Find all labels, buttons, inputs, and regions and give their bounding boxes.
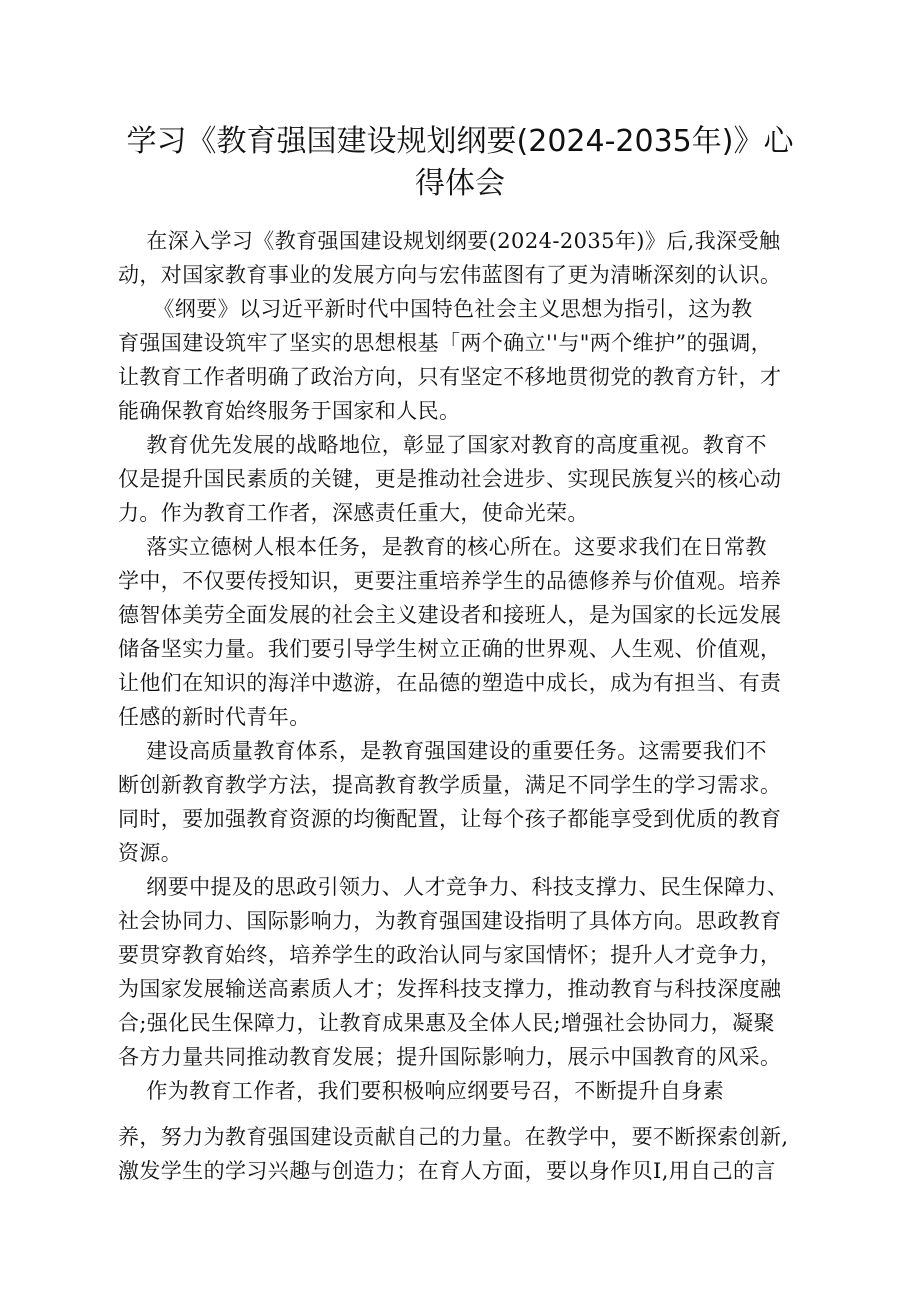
- document-title-line-1: 学习《教育强国建设规划纲要(2024-2035年)》心: [126, 124, 794, 159]
- body-text-line: 建设高质量教育体系，是教育强国建设的重要任务。这需要我们不: [118, 739, 767, 763]
- body-text-line: 作为教育工作者，我们要积极响应纲要号召，不断提升自身素: [118, 1079, 725, 1103]
- body-text-line: 纲要中提及的思政引领力、人才竞争力、科技支撑力、民生保障力、: [118, 875, 789, 899]
- body-text-line: 合;强化民生保障力，让教育成果惠及全体人民;增强社会协同力，凝聚: [118, 1011, 775, 1035]
- body-text-line: 断创新教育教学方法，提高教育教学质量，满足不同学生的学习需求。: [118, 773, 782, 797]
- body-text-line: 各方力量共同推动教育发展；提升国际影响力，展示中国教育的风采。: [118, 1045, 782, 1069]
- body-text-line: 在深入学习《教育强国建设规划纲要(2024-2035年)》后,我深受触: [118, 229, 781, 253]
- body-text-line: 养，努力为教育强国建设贡献自己的力量。在教学中，要不断探索创新,: [118, 1125, 789, 1149]
- body-text-line: 同时，要加强教育资源的均衡配置，让每个孩子都能享受到优质的教育: [118, 807, 782, 831]
- body-text-line: 能确保教育始终服务于国家和人民。: [118, 399, 461, 423]
- body-text-line: 《纲要》以习近平新时代中国特色社会主义思想为指引，这为教: [118, 297, 753, 321]
- body-text-line: 社会协同力、国际影响力，为教育强国建设指明了具体方向。思政教育: [118, 909, 782, 933]
- body-text-line: 任感的新时代青年。: [118, 705, 311, 729]
- body-text-line: 教育优先发展的战略地位，彰显了国家对教育的高度重视。教育不: [118, 433, 767, 457]
- body-text-line: 为国家发展输送高素质人才；发挥科技支撑力，推动教育与科技深度融: [118, 977, 782, 1001]
- body-text-line: 落实立德树人根本任务，是教育的核心所在。这要求我们在日常教: [118, 535, 767, 559]
- body-text-line: 让教育工作者明确了政治方向，只有坚定不移地贯彻党的教育方针，才: [118, 365, 782, 389]
- body-text-line: 力。作为教育工作者，深感责任重大，使命光荣。: [118, 501, 589, 525]
- body-text-line: 动，对国家教育事业的发展方向与宏伟蓝图有了更为清晰深刻的认识。: [118, 263, 782, 287]
- body-text-line: 德智体美劳全面发展的社会主义建设者和接班人，是为国家的长远发展: [118, 603, 782, 627]
- body-text-line: 育强国建设筑牢了坚实的思想根基「两个确立''与"两个维护”的强调，: [118, 331, 773, 355]
- body-text-line: 要贯穿教育始终，培养学生的政治认同与家国情怀；提升人才竞争力，: [118, 943, 782, 967]
- document-title-line-2: 得体会: [415, 166, 505, 201]
- body-text-line: 仅是提升国民素质的关键，更是推动社会进步、实现民族复兴的核心动: [118, 467, 782, 491]
- body-text-line: 资源。: [118, 841, 183, 865]
- body-text-line: 学中，不仅要传授知识，更要注重培养学生的品德修养与价值观。培养: [118, 569, 782, 593]
- body-text-line: 让他们在知识的海洋中遨游，在品德的塑造中成长，成为有担当、有责: [118, 671, 782, 695]
- body-text-line: 储备坚实力量。我们要引导学生树立正确的世界观、人生观、价值观，: [118, 637, 782, 661]
- body-text-line: 激发学生的学习兴趣与创造力；在育人方面，要以身作贝I,用自己的言: [118, 1159, 776, 1183]
